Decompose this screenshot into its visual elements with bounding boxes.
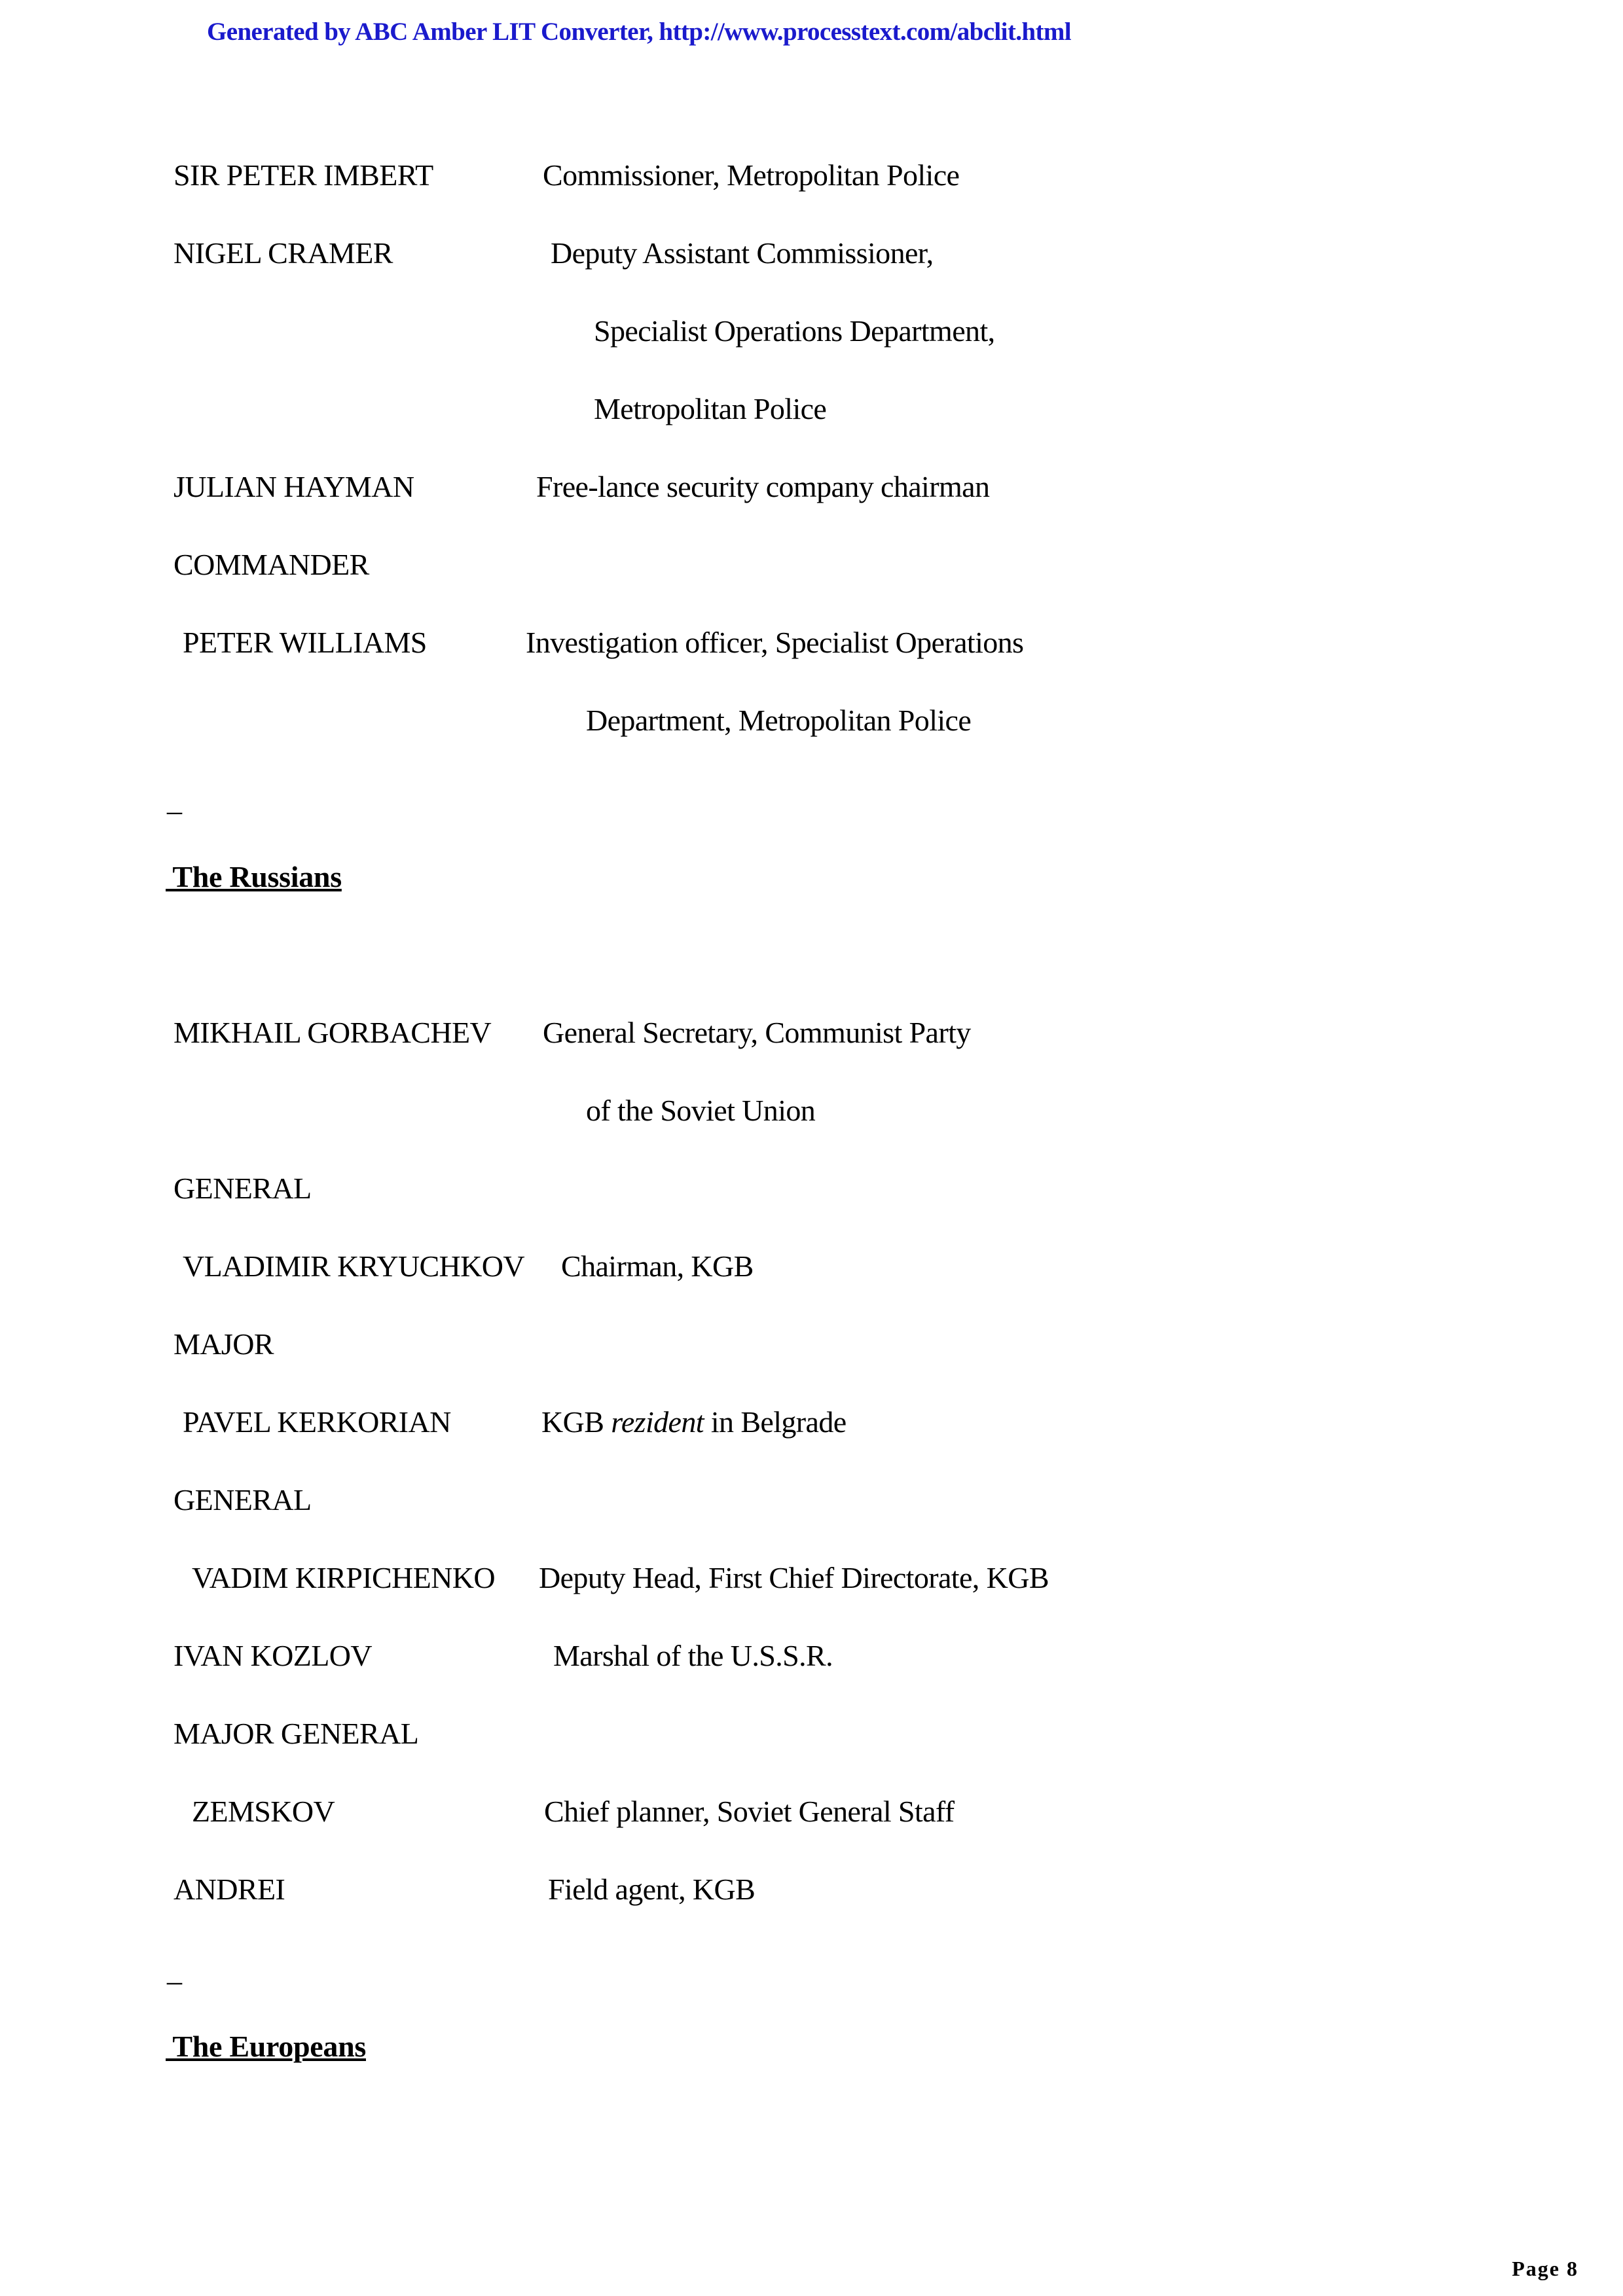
person-title: MAJOR GENERAL [173,1717,419,1750]
person-role: Field agent, KGB [548,1873,756,1906]
section-separator: _ [167,1954,182,1987]
person-name: NIGEL CRAMER [173,236,393,270]
person-name: ZEMSKOV [192,1795,335,1828]
person-name: PAVEL KERKORIAN [183,1405,451,1439]
person-title: MAJOR [173,1327,274,1361]
section-separator: _ [167,783,182,817]
person-title: GENERAL [173,1172,312,1205]
person-name: ANDREI [173,1873,285,1906]
person-name: VADIM KIRPICHENKO [192,1561,496,1594]
person-role: Marshal of the U.S.S.R. [553,1639,833,1672]
person-name: SIR PETER IMBERT [173,158,433,192]
person-name: IVAN KOZLOV [173,1639,373,1672]
person-role-continuation: Specialist Operations Department, [594,314,995,348]
role-emphasis: rezident [611,1405,704,1439]
person-name: VLADIMIR KRYUCHKOV [183,1249,525,1283]
role-suffix: in Belgrade [710,1405,847,1439]
section-heading-russians: The Russians [166,860,342,893]
person-role [541,1407,847,1437]
converter-banner[interactable]: Generated by ABC Amber LIT Converter, http://www.processtext.com/abclit.html [207,18,1072,46]
person-role: Chairman, KGB [561,1249,754,1283]
page-number: Page 8 [1512,2257,1578,2280]
person-role-continuation: Department, Metropolitan Police [586,704,972,737]
person-role: Investigation officer, Specialist Operations [526,626,1024,659]
person-name: JULIAN HAYMAN [173,470,414,503]
person-role: Deputy Assistant Commissioner, [551,236,934,270]
person-role: General Secretary, Communist Party [543,1016,971,1049]
person-name: PETER WILLIAMS [183,626,427,659]
person-role-continuation: of the Soviet Union [586,1094,816,1127]
person-role: Chief planner, Soviet General Staff [544,1795,955,1828]
section-heading-europeans: The Europeans [166,2030,366,2063]
person-title: COMMANDER [173,548,369,581]
person-role: Free-lance security company chairman [536,470,990,503]
role-prefix: KGB [541,1405,604,1439]
person-role: Deputy Head, First Chief Directorate, KGB [539,1561,1049,1594]
person-name: MIKHAIL GORBACHEV [173,1016,492,1049]
person-role-continuation: Metropolitan Police [594,392,827,425]
person-role: Commissioner, Metropolitan Police [543,158,960,192]
person-title: GENERAL [173,1483,312,1516]
